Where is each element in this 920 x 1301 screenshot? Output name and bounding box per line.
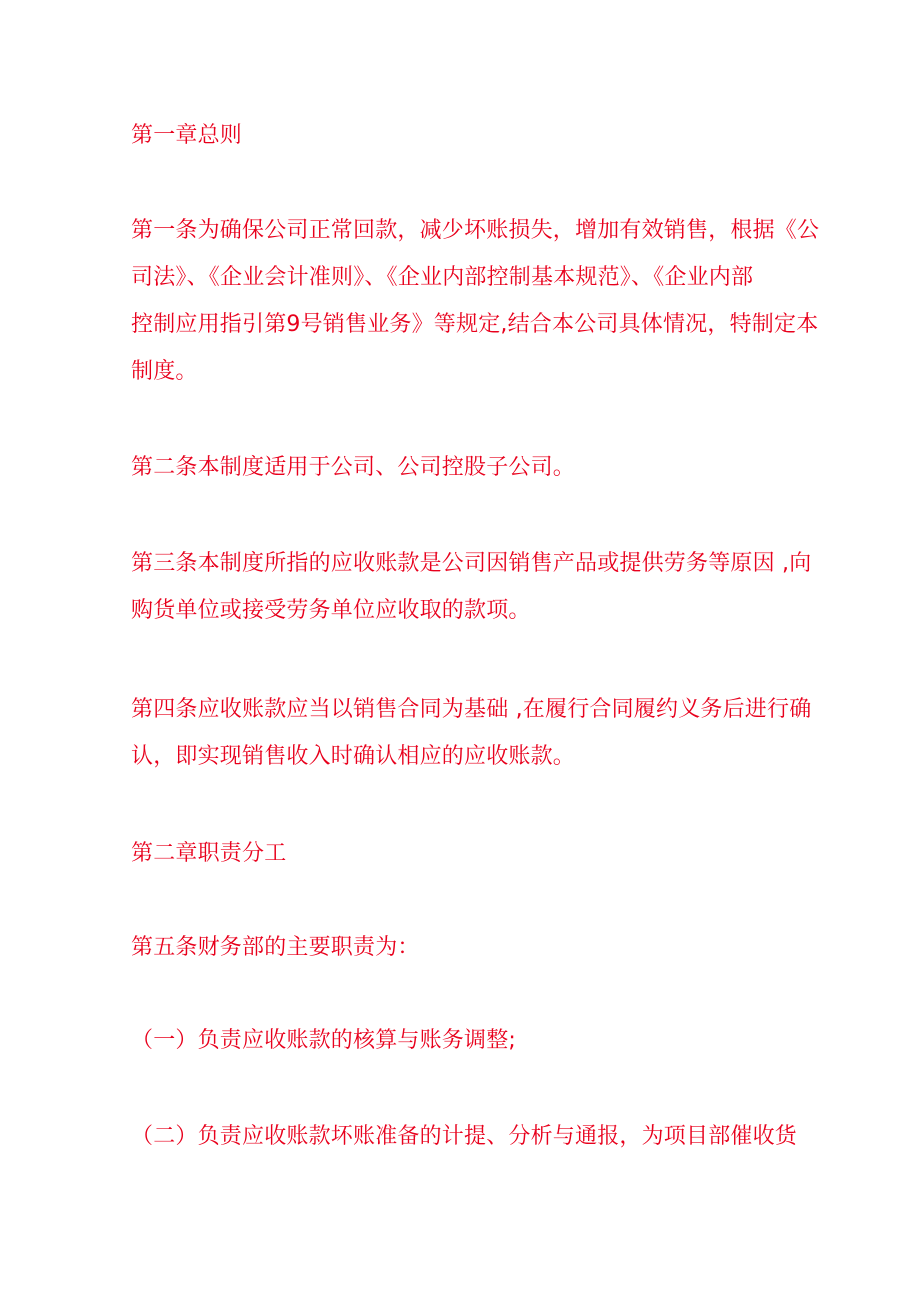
- text-line: （一）负责应收账款的核算与账务调整;: [131, 1028, 517, 1053]
- text-line: 司法》、《企业会计准则》、《企业内部控制基本规范》、《企业内部: [131, 265, 754, 290]
- article-5: [131, 924, 799, 971]
- chapter-1-title: [131, 112, 799, 159]
- article-5-item-1: [131, 1017, 799, 1064]
- article-4: [131, 686, 812, 780]
- article-1: [131, 207, 820, 395]
- text-line: 第五条财务部的主要职责为：: [131, 935, 420, 960]
- text-line: 控制应用指引第9号销售业务》等规定,结合本公司具体情况，特制定本: [131, 312, 819, 337]
- text-line: 第二条本制度适用于公司、公司控股子公司。: [131, 455, 576, 480]
- text-line: （二）负责应收账款坏账准备的计提、分析与通报，为项目部催收货: [131, 1124, 798, 1149]
- text-line: 第四条应收账款应当以销售合同为基础 ,在履行合同履约义务后进行确: [131, 697, 812, 722]
- text-line: 第一条为确保公司正常回款，减少坏账损失，增加有效销售，根据《公: [131, 218, 820, 243]
- article-3: [131, 540, 812, 634]
- article-2: [131, 444, 799, 491]
- text-line: 第二章职责分工: [131, 841, 287, 866]
- chapter-2-title: [131, 830, 799, 877]
- article-5-item-2: [131, 1113, 799, 1160]
- text-line: 购货单位或接受劳务单位应收取的款项。: [131, 598, 531, 623]
- text-line: 第一章总则: [131, 123, 243, 148]
- text-line: 制度。: [131, 359, 198, 384]
- text-line: 认，即实现销售收入时确认相应的应收账款。: [131, 744, 576, 769]
- text-line: 第三条本制度所指的应收账款是公司因销售产品或提供劳务等原因 ,向: [131, 551, 812, 576]
